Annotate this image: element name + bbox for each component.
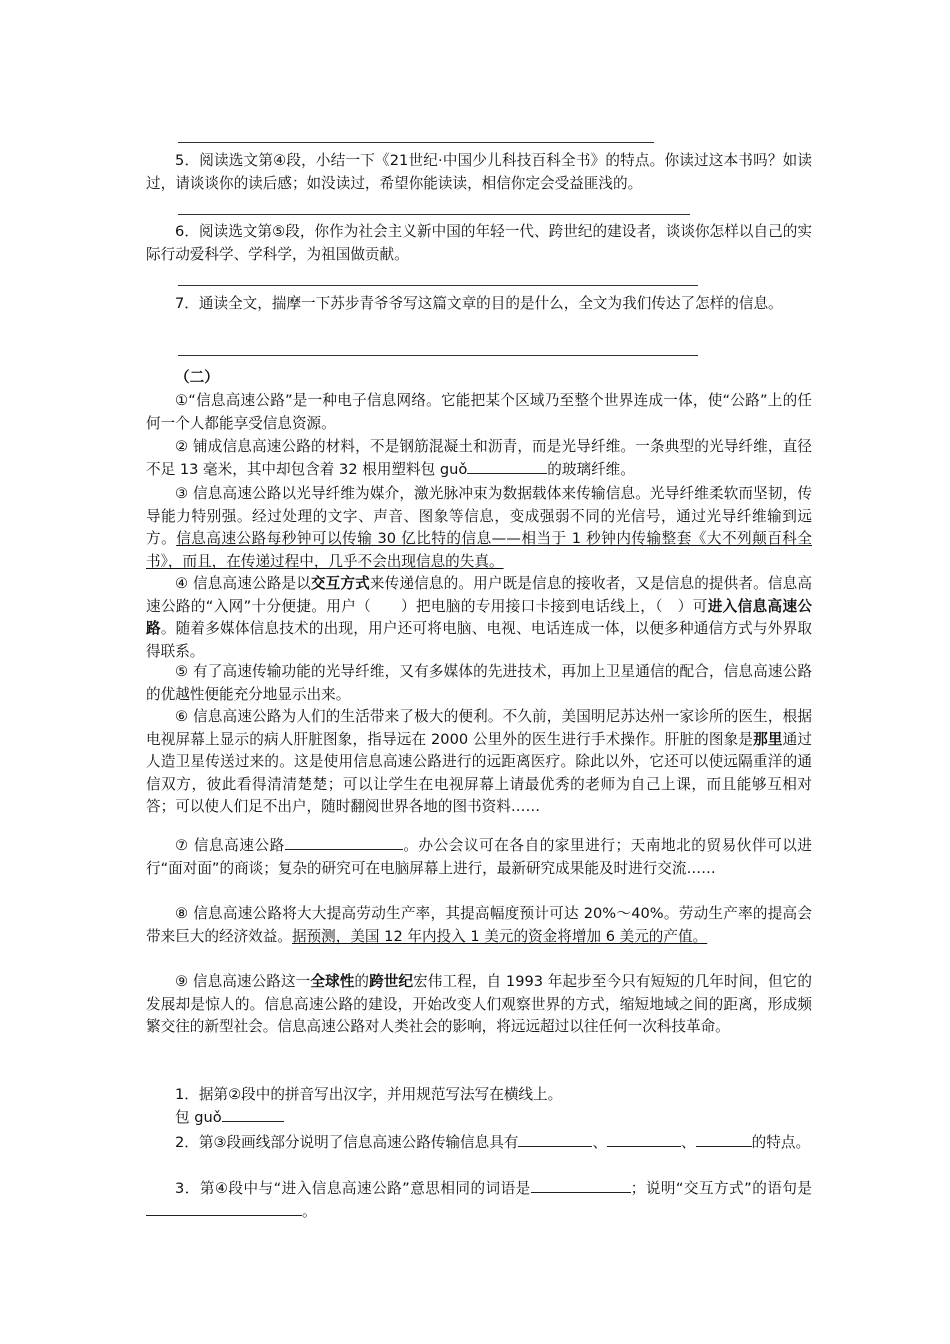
- question-7: 7．通读全文，揣摩一下苏步青爷爷写这篇文章的目的是什么，全文为我们传达了怎样的信息。: [175, 295, 783, 312]
- paragraph-8-text: ⑧ 信息高速公路将大大提高劳动生产率，其提高幅度预计可达 20%～40%。劳动生产率的提高会带来巨大的经济效益。: [146, 905, 812, 945]
- paragraph-3-underlined: 信息高速公路每秒钟可以传输 30 亿比特的信息——相当于 1 秒钟内传输整套《大不列颠百科全书》，而且，在传递过程中，几乎不会出现信息的失真。: [146, 530, 812, 570]
- exercise-3-text-b: ；说明“交互方式”的语句是: [630, 1180, 812, 1197]
- fill-blank-e3-2[interactable]: [146, 1201, 302, 1216]
- paragraph-8: [146, 903, 812, 948]
- section-title: （二）: [175, 369, 219, 386]
- keyword-there: 那里: [753, 730, 783, 748]
- keyword-interactive-mode: 交互方式: [310, 575, 370, 592]
- paragraph-4: [146, 573, 812, 663]
- paragraph-2-text: ② 铺成信息高速公路的材料，不是钢筋混凝土和沥青，而是光导纤维。一条典型的光导纤维，直径不足 13 毫米，其中却包含着 32 根用塑料包 guǒ: [146, 438, 812, 478]
- fill-blank-e2-3[interactable]: [696, 1132, 752, 1147]
- exercise-3-text-a: 3．第④段中与“进入信息高速公路”意思相同的词语是: [175, 1180, 531, 1197]
- paragraph-8-underlined: 据预测，美国 12 年内投入 1 美元的资金将增加 6 美元的产值。: [291, 927, 708, 945]
- fill-blank-guo[interactable]: [467, 459, 547, 474]
- exercise-1-pinyin: 包 guǒ: [175, 1109, 222, 1126]
- exercise-1-item: [146, 1107, 812, 1130]
- fill-blank-e2-1[interactable]: [518, 1132, 592, 1147]
- exercise-1: 1．据第②段中的拼音写出汉字，并用规范写法写在横线上。: [175, 1086, 563, 1103]
- paragraph-7-text-a: ⑦ 信息高速公路: [175, 837, 285, 854]
- paragraph-9-text-d: 宏伟工程，自 1993 年起步至今只有短短的几年时间，但它的发展却是惊人的。信息高速公路的建设，开始改变人们观察世界的方式，缩短地域之间的距离，形成频繁交往的新型社会。信息高速公路对人类社会的影响，将远远超过以往任何一次科技革命。: [146, 973, 812, 1035]
- paragraph-2-end: 的玻璃纤维。: [547, 460, 635, 478]
- paragraph-3: [146, 483, 812, 573]
- answer-line-q7[interactable]: [178, 355, 698, 356]
- paragraph-4-text-c: 来传递信息的。用户既是信息的接收者，又是信息的提供者。信息高速公路的“入网”十分便捷。用户（ ）把电脑的专用接口卡接到电话线上，（ ）可: [146, 575, 812, 615]
- question-5: 5．阅读选文第④段，小结一下《21世纪·中国少儿科技百科全书》的特点。你读过这本书吗？如读过，请谈谈你的读后感；如没读过，希望你能读读，相信你定会受益匪浅的。: [146, 152, 812, 192]
- question-6: 6．阅读选文第⑤段，你作为社会主义新中国的年轻一代、跨世纪的建设者，谈谈你怎样以自己的实际行动爱科学、学科学，为祖国做贡献。: [146, 223, 812, 263]
- paragraph-3-text: ③ 信息高速公路以光导纤维为媒介，激光脉冲束为数据载体来传输信息。光导纤维柔软而坚韧，传导能力特别强。经过处理的文字、声音、图象等信息，变成强弱不同的光信号，通过光导纤维输到远方。: [146, 485, 812, 547]
- paragraph-7: [146, 835, 812, 880]
- fill-blank-para7[interactable]: [285, 835, 403, 850]
- paragraph-6: [146, 706, 812, 819]
- paragraph-5: ⑤ 有了高速传输功能的光导纤维，又有多媒体的先进技术，再加上卫星通信的配合，信息高速公路的优越性便能充分地显示出来。: [146, 663, 812, 703]
- fill-blank-e1[interactable]: [222, 1107, 284, 1122]
- keyword-enter-highway: 进入信息高速公路: [146, 597, 812, 637]
- paragraph-4-text-d: 。随着多媒体信息技术的出现，用户还可将电脑、电视、电话连成一体，以便多种通信方式与外界取得联系。: [146, 620, 812, 660]
- answer-line-q6[interactable]: [178, 285, 698, 286]
- paragraph-4-text-a: ④ 信息高速公路是以: [175, 575, 311, 592]
- keyword-global: 全球性: [310, 973, 355, 990]
- paragraph-9-text-a: ⑨ 信息高速公路这一: [175, 973, 311, 990]
- paragraph-1: ①“信息高速公路”是一种电子信息网络。它能把某个区域乃至整个世界连成一体，使“公路”上的任何一个人都能享受信息资源。: [146, 392, 812, 432]
- exercise-3: [146, 1178, 812, 1223]
- paragraph-9-text-c: 的: [354, 973, 370, 990]
- answer-line-q4[interactable]: [178, 142, 654, 143]
- keyword-cross-century: 跨世纪: [369, 973, 414, 990]
- exercise-2-end: 的特点。: [751, 1134, 811, 1151]
- paragraph-2: [146, 436, 812, 481]
- exercise-2-sep-2: 、: [681, 1134, 696, 1151]
- exercise-2-text: 2．第③段画线部分说明了信息高速公路传输信息具有: [175, 1134, 519, 1151]
- fill-blank-e2-2[interactable]: [607, 1132, 681, 1147]
- answer-line-q5[interactable]: [178, 214, 690, 215]
- exercise-2: [146, 1132, 812, 1155]
- paragraph-6-text-a: ⑥ 信息高速公路为人们的生活带来了极大的便利。不久前，美国明尼苏达州一家诊所的医生，根据电视屏幕上显示的病人肝脏图象，指导远在 2000 公里外的医生进行手术操作。肝脏的图象是: [146, 708, 812, 748]
- paragraph-6-text-c: 通过人造卫星传送过来的。这是使用信息高速公路进行的远距离医疗。除此以外，它还可以使远隔重洋的通信双方，彼此看得清清楚楚；可以让学生在电视屏幕上请最优秀的老师为自己上课，而且能够互相对答；可以使人们足不出户，随时翻阅世界各地的图书资料……: [146, 730, 812, 815]
- paragraph-7-text-b: 。办公会议可在各自的家里进行；天南地北的贸易伙伴可以进行“面对面”的商谈；复杂的研究可在电脑屏幕上进行，最新研究成果能及时进行交流……: [146, 837, 812, 877]
- paragraph-9: [146, 971, 812, 1039]
- exercise-3-end: 。: [302, 1202, 317, 1220]
- exercise-2-sep-1: 、: [592, 1134, 608, 1151]
- fill-blank-e3-1[interactable]: [531, 1178, 631, 1193]
